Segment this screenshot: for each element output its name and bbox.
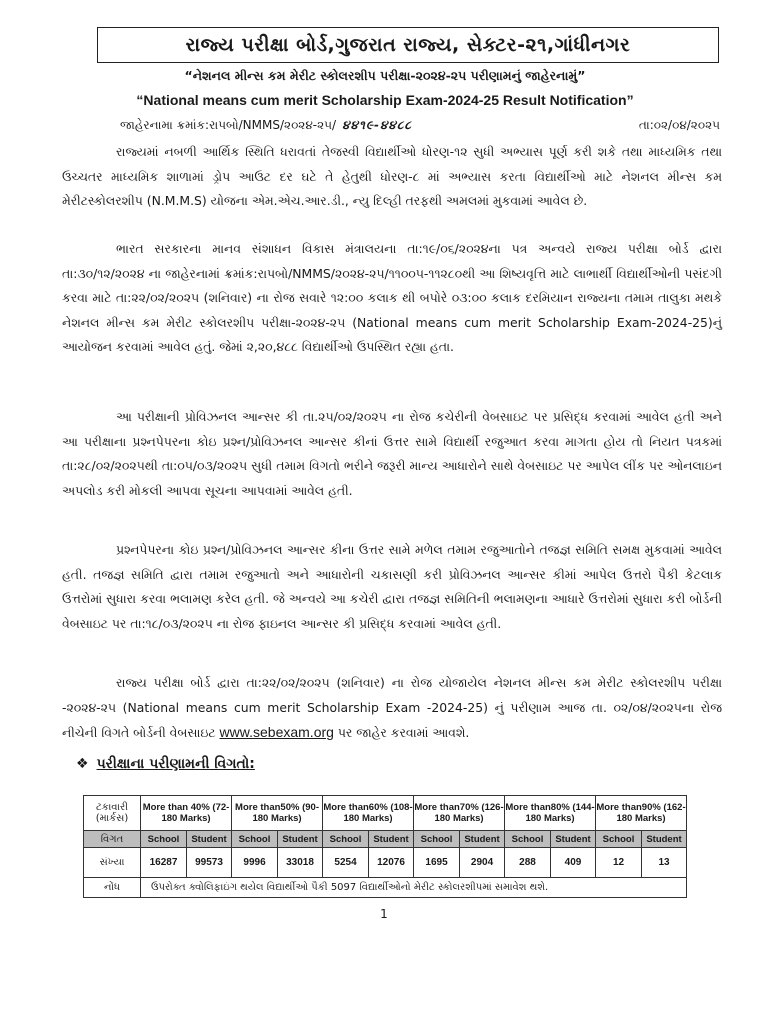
table-count-row bbox=[84, 848, 687, 878]
student-subheader: Student bbox=[460, 831, 505, 848]
paragraph-result-declaration bbox=[62, 671, 722, 746]
student-subheader: Student bbox=[187, 831, 232, 848]
student-count-50: 33018 bbox=[278, 848, 323, 878]
paragraph-provisional-answer-key: આ પરીક્ષાની પ્રોવિઝનલ આન્સર કી તા.૨૫/૦૨/૨૦૨૫ ના રોજ કચેરીની વેબસાઇટ પર પ્રસિદ્ધ કરવામાં આવેલ હતી અને આ પરીક્ષાના પ્રશ્નપેપરના કોઇ પ્રશ્ન/પ્રોવિઝનલ આન્સર કીનાં ઉત્તર સામે વિદ્યાર્થી રજુઆત કરવા માગતા હોય તો નિયત પત્રકમાં તા:૨૮/૦૨/૨૦૨૫થી તા:૦૫/૦૩/૨૦૨૫ સુધી તમામ વિગતો ભરીને જરૂરી માન્ય આધારોને સાથે વેબસાઇટ પર આપેલ લીંક પર ઓનલાઇન અપલોડ કરી મોકલી આપવા સૂચના આપવામાં આવેલ હતી. bbox=[62, 409, 722, 498]
student-subheader: Student bbox=[369, 831, 414, 848]
school-subheader: School bbox=[505, 831, 551, 848]
school-subheader: School bbox=[596, 831, 642, 848]
column-header-50: More than50% (90-180 Marks) bbox=[232, 796, 323, 831]
school-count-40: 16287 bbox=[141, 848, 187, 878]
results-table bbox=[83, 795, 687, 898]
detail-label-cell: વિગત bbox=[84, 831, 141, 848]
notification-title-gujarati: “નેશનલ મીન્સ કમ મેરીટ સ્કોલરશીપ પરીક્ષા-૨૦૨૪-૨૫ પરીણામનું જાહેરનામું” bbox=[184, 68, 586, 83]
student-count-40: 99573 bbox=[187, 848, 232, 878]
results-section-heading bbox=[76, 756, 255, 772]
school-subheader: School bbox=[141, 831, 187, 848]
school-count-90: 12 bbox=[596, 848, 642, 878]
column-header-40: More than 40% (72-180 Marks) bbox=[141, 796, 232, 831]
school-subheader: School bbox=[323, 831, 369, 848]
school-subheader: School bbox=[414, 831, 460, 848]
student-count-80: 409 bbox=[551, 848, 596, 878]
notification-title-english: “National means cum merit Scholarship Exam-2024-25 Result Notification” bbox=[136, 92, 634, 108]
reference-line bbox=[120, 118, 720, 133]
note-label-cell: નોંધ bbox=[84, 878, 141, 898]
student-subheader: Student bbox=[278, 831, 323, 848]
website-link[interactable]: www.sebexam.org bbox=[219, 724, 334, 740]
result-text-end: પર જાહેર કરવામાં આવશે. bbox=[333, 725, 470, 740]
handwritten-reference: ૪૪૧૯-૪૪૮૮ bbox=[342, 118, 413, 132]
column-header-80: More than80% (144-180 Marks) bbox=[505, 796, 596, 831]
count-label-cell: સંખ્યા bbox=[84, 848, 141, 878]
note-text-cell: ઉપરોક્ત ક્વોલિફાઇંગ થયેલ વિદ્યાર્થીઓ પૈકી 5097 વિદ્યાર્થીઓનો મેરીટ સ્કોલરશીપમાં સમાવેશ થશે. bbox=[141, 878, 687, 898]
column-header-60: More than60% (108-180 Marks) bbox=[323, 796, 414, 831]
student-count-60: 12076 bbox=[369, 848, 414, 878]
student-count-90: 13 bbox=[642, 848, 687, 878]
table-header-row bbox=[84, 796, 687, 831]
board-title: રાજ્ય પરીક્ષા બોર્ડ,ગુજરાત રાજ્ય, સેક્ટર-૨૧,ગાંધીનગર bbox=[185, 34, 631, 56]
reference-number bbox=[120, 118, 412, 133]
result-text-start: રાજ્ય પરીક્ષા બોર્ડ દ્વારા તા:૨૨/૦૨/૨૦૨૫ (શનિવાર) ના રોજ યોજાયેલ નેશનલ મીન્સ કમ મેરીટ સ્કોલરશીપ પરીક્ષા -૨૦૨૪-૨૫ (National means cum merit Scholarship Exam -2024-25) નું પરીણામ આજ તા. ૦૨/૦૪/૨૦૨૫ના રોજ નીચેની વિગતે બોર્ડની વેબસાઇટ bbox=[62, 675, 722, 740]
column-header-70: More than70% (126-180 Marks) bbox=[414, 796, 505, 831]
paragraph-exam-details: ભારત સરકારના માનવ સંશાધન વિકાસ મંત્રાલયના તા:૧૯/૦૬/૨૦૨૪ના પત્ર અન્વયે રાજ્ય પરીક્ષા બોર્ડ દ્વારા તા:૩૦/૧૨/૨૦૨૪ ના જાહેરનામાં ક્રમાંક:રાપબો/NMMS/૨૦૨૪-૨૫/૧૧૦૦૫-૧૧૨૮૦થી આ શિષ્યવૃત્તિ માટે લાભાર્થી વિદ્યાર્થીઓની પસંદગી કરવા માટે તા:૨૨/૦૨/૨૦૨૫ (શનિવાર) ના રોજ સવારે ૧૨:૦૦ કલાક થી બપોરે ૦૩:૦૦ કલાક દરમિયાન રાજ્યના તમામ તાલુકા મથકે નેશનલ મીન્સ કમ મેરીટ સ્કોલરશીપ પરીક્ષા-૨૦૨૪-૨૫ (National means cum merit Scholarship Exam-2024-25)નું આયોજન કરવામાં આવેલ હતું. જેમાં ૨,૨૦,૪૮૮ વિદ્યાર્થીઓ ઉપસ્થિત રહ્યા હતા. bbox=[62, 241, 722, 354]
results-heading-text: પરીક્ષાના પરીણામની વિગતો: bbox=[96, 756, 255, 772]
paragraph-final-answer-key: પ્રશ્નપેપરના કોઇ પ્રશ્ન/પ્રોવિઝનલ આન્સર કીના ઉત્તર સામે મળેલ તમામ રજુઆતોને તજજ્ઞ સમિતિ સમક્ષ મુકવામાં આવેલ હતી. તજજ્ઞ સમિતિ દ્વારા તમામ રજુઆતો અને આધારોની ચકાસણી કરી પ્રોવિઝનલ આન્સર કીમાં આપેલ ઉત્તરો પૈકી કેટલાક ઉત્તરોમાં સુધારા કરવા ભલામણ કરેલ હતી. જે અન્વયે આ કચેરી દ્વારા તજજ્ઞ સમિતિની ભલામણના આધારે ઉત્તરોમાં સુધારા કરી બોર્ડની વેબસાઇટ પર તા:૧૮/૦૩/૨૦૨૫ ના રોજ ફાઇનલ આન્સર કી પ્રસિદ્ધ કરવામાં આવેલ હતી. bbox=[62, 542, 722, 631]
school-count-70: 1695 bbox=[414, 848, 460, 878]
paragraph-intro: રાજ્યમાં નબળી આર્થિક સ્થિતિ ધરાવતાં તેજસ્વી વિદ્યાર્થીઓ ધોરણ-૧૨ સુધી અભ્યાસ પૂર્ણ કરી શકે તથા માધ્યમિક તથા ઉચ્ચતર માધ્યમિક શાળામાં ડ્રોપ આઉટ દર ઘટે તે હેતુથી ધોરણ-૮ માં અભ્યાસ કરતા વિદ્યાર્થીઓ માટે નેશનલ મીન્સ કમ મેરીટસ્કોલરશીપ (N.M.M.S) યોજના એમ.એચ.આર.ડી., ન્યુ દિલ્હી તરફથી અમલમાં મુકવામાં આવેલ છે. bbox=[62, 144, 722, 208]
column-header-90: More than90% (162-180 Marks) bbox=[596, 796, 687, 831]
diamond-bullet-icon: ❖ bbox=[76, 756, 89, 772]
school-count-50: 9996 bbox=[232, 848, 278, 878]
student-subheader: Student bbox=[642, 831, 687, 848]
notification-date: તા:૦૨/૦૪/૨૦૨૫ bbox=[638, 118, 720, 132]
table-subheader-row bbox=[84, 831, 687, 848]
school-count-80: 288 bbox=[505, 848, 551, 878]
school-count-60: 5254 bbox=[323, 848, 369, 878]
table-note-row bbox=[84, 878, 687, 898]
school-subheader: School bbox=[232, 831, 278, 848]
percentage-header-cell: ટકાવારી (માર્કસ) bbox=[84, 796, 141, 831]
page-number: 1 bbox=[380, 907, 388, 921]
board-title-box bbox=[97, 27, 719, 63]
student-count-70: 2904 bbox=[460, 848, 505, 878]
reference-number-text: જાહેરનામા ક્રમાંક:રાપબો/NMMS/૨૦૨૪-૨૫/ bbox=[120, 118, 337, 132]
student-subheader: Student bbox=[551, 831, 596, 848]
